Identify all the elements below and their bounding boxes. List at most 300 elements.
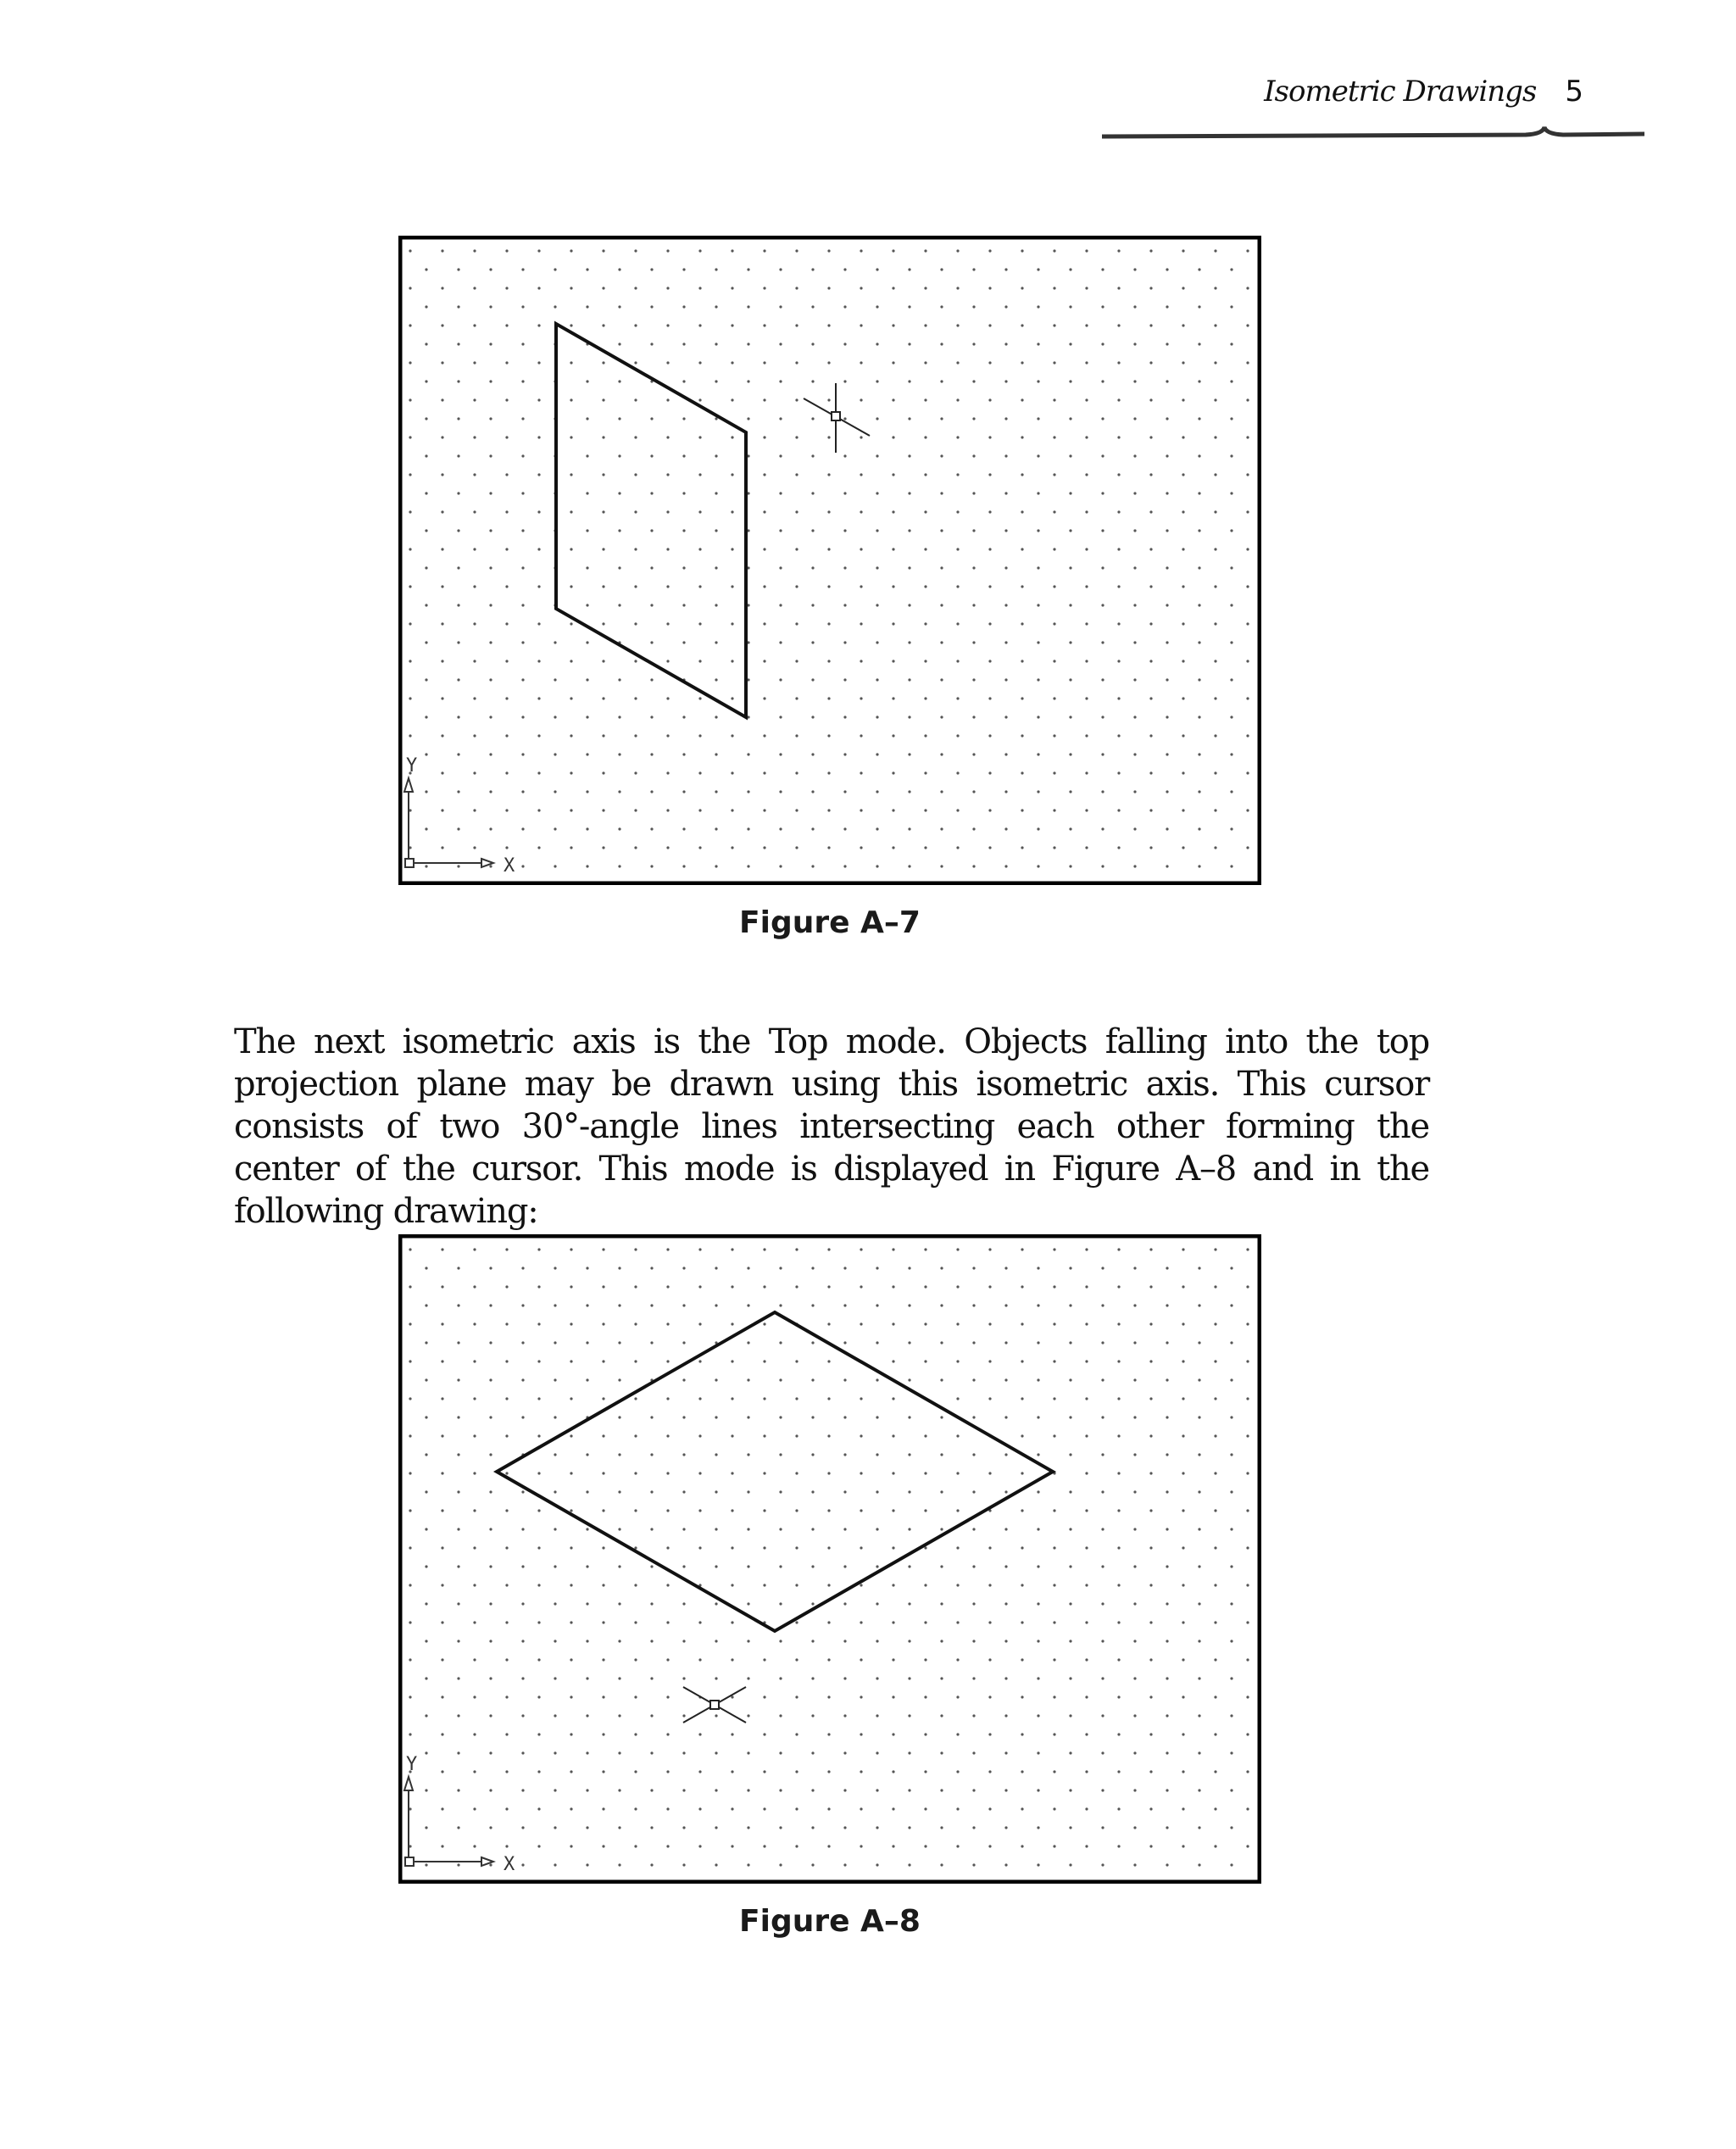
grid-dot xyxy=(666,1770,669,1773)
grid-dot xyxy=(554,268,556,270)
grid-dot xyxy=(473,510,476,513)
grid-dot xyxy=(1246,548,1249,550)
grid-dot xyxy=(666,771,669,774)
grid-dot xyxy=(779,566,782,569)
grid-dot xyxy=(521,865,524,867)
grid-dot xyxy=(409,324,411,326)
grid-dot xyxy=(940,1602,943,1605)
grid-dot xyxy=(570,1658,572,1661)
grid-dot xyxy=(731,809,733,811)
grid-dot xyxy=(1198,1602,1200,1605)
grid-dot xyxy=(747,1826,749,1829)
grid-dot xyxy=(731,1845,733,1847)
grid-dot xyxy=(795,660,798,662)
grid-dot xyxy=(554,678,556,681)
grid-dot xyxy=(763,1584,765,1586)
grid-dot xyxy=(570,1434,572,1437)
grid-dot xyxy=(715,529,717,532)
grid-dot xyxy=(811,753,814,755)
grid-dot xyxy=(715,641,717,643)
grid-dot xyxy=(602,771,604,774)
grid-dot xyxy=(1085,1248,1088,1250)
grid-dot xyxy=(1214,1322,1216,1325)
grid-dot xyxy=(1101,641,1104,643)
grid-dot xyxy=(1117,1546,1120,1549)
grid-dot xyxy=(1133,1416,1136,1418)
grid-dot xyxy=(795,697,798,699)
grid-dot xyxy=(1166,1677,1168,1679)
grid-dot xyxy=(795,1509,798,1512)
grid-dot xyxy=(586,454,588,457)
grid-dot xyxy=(425,529,427,532)
grid-dot xyxy=(763,1733,765,1735)
grid-dot xyxy=(763,771,765,774)
grid-dot xyxy=(892,660,894,662)
grid-dot xyxy=(1246,1584,1249,1586)
grid-dot xyxy=(827,1695,830,1698)
grid-dot xyxy=(457,1341,459,1344)
grid-dot xyxy=(489,790,492,793)
grid-dot xyxy=(425,1453,427,1456)
grid-dot xyxy=(1198,1789,1200,1791)
grid-dot xyxy=(521,790,524,793)
grid-dot xyxy=(505,287,508,289)
grid-dot xyxy=(1037,790,1039,793)
grid-dot xyxy=(1021,660,1023,662)
grid-dot xyxy=(570,1621,572,1623)
grid-dot xyxy=(1037,1416,1039,1418)
grid-dot xyxy=(763,622,765,625)
grid-dot xyxy=(1101,1453,1104,1456)
grid-dot xyxy=(1053,1807,1055,1810)
grid-dot xyxy=(570,660,572,662)
grid-dot xyxy=(409,1322,411,1325)
grid-dot xyxy=(634,1509,637,1512)
grid-dot xyxy=(425,1826,427,1829)
grid-dot xyxy=(1149,846,1152,849)
grid-dot xyxy=(715,1863,717,1866)
grid-dot xyxy=(441,398,443,401)
grid-dot xyxy=(1182,287,1184,289)
grid-dot xyxy=(441,436,443,438)
grid-dot xyxy=(731,1360,733,1362)
grid-dot xyxy=(521,1528,524,1530)
grid-dot xyxy=(409,1584,411,1586)
grid-dot xyxy=(1149,1845,1152,1847)
grid-dot xyxy=(747,1378,749,1381)
grid-dot xyxy=(1214,398,1216,401)
grid-dot xyxy=(650,678,653,681)
grid-dot xyxy=(1230,1714,1232,1717)
grid-dot xyxy=(409,1695,411,1698)
grid-dot xyxy=(1149,473,1152,476)
grid-dot xyxy=(876,604,878,606)
grid-dot xyxy=(1085,473,1088,476)
grid-dot xyxy=(537,1248,540,1250)
grid-dot xyxy=(843,1528,846,1530)
grid-dot xyxy=(537,473,540,476)
grid-dot xyxy=(972,1528,975,1530)
grid-dot xyxy=(715,1602,717,1605)
grid-dot xyxy=(908,1714,910,1717)
grid-dot xyxy=(554,1304,556,1306)
grid-dot xyxy=(924,622,926,625)
grid-dot xyxy=(425,454,427,457)
grid-dot xyxy=(425,753,427,755)
grid-dot xyxy=(811,865,814,867)
grid-dot xyxy=(908,1416,910,1418)
grid-dot xyxy=(956,1397,959,1400)
grid-dot xyxy=(956,473,959,476)
grid-dot xyxy=(763,1397,765,1400)
grid-dot xyxy=(1037,1453,1039,1456)
grid-dot xyxy=(505,622,508,625)
grid-dot xyxy=(521,492,524,494)
grid-dot xyxy=(1182,1845,1184,1847)
grid-dot xyxy=(1053,398,1055,401)
grid-dot xyxy=(779,1640,782,1642)
grid-dot xyxy=(425,1528,427,1530)
grid-dot xyxy=(747,1789,749,1791)
grid-dot xyxy=(892,1434,894,1437)
grid-dot xyxy=(1246,660,1249,662)
grid-dot xyxy=(1166,1565,1168,1567)
grid-dot xyxy=(1149,1807,1152,1810)
grid-dot xyxy=(425,1789,427,1791)
grid-dot xyxy=(698,1733,701,1735)
grid-dot xyxy=(1214,1360,1216,1362)
grid-dot xyxy=(537,249,540,252)
grid-dot xyxy=(988,1360,991,1362)
grid-dot xyxy=(1182,398,1184,401)
grid-dot xyxy=(650,1453,653,1456)
grid-dot xyxy=(457,865,459,867)
grid-dot xyxy=(570,473,572,476)
grid-dot xyxy=(682,1453,685,1456)
grid-dot xyxy=(1166,342,1168,345)
grid-dot xyxy=(1214,510,1216,513)
grid-dot xyxy=(473,660,476,662)
grid-dot xyxy=(1069,1602,1071,1605)
grid-dot xyxy=(924,734,926,737)
grid-dot xyxy=(1246,1807,1249,1810)
grid-dot xyxy=(876,492,878,494)
grid-dot xyxy=(1166,305,1168,308)
grid-dot xyxy=(505,1397,508,1400)
grid-dot xyxy=(860,1434,862,1437)
grid-dot xyxy=(634,1658,637,1661)
grid-dot xyxy=(1037,454,1039,457)
grid-dot xyxy=(602,585,604,587)
grid-dot xyxy=(1037,1640,1039,1642)
grid-dot xyxy=(473,1434,476,1437)
grid-dot xyxy=(634,660,637,662)
grid-dot xyxy=(409,1546,411,1549)
grid-dot xyxy=(843,454,846,457)
grid-dot xyxy=(1246,1658,1249,1661)
grid-dot xyxy=(1182,846,1184,849)
grid-dot xyxy=(843,1341,846,1344)
grid-dot xyxy=(1004,268,1007,270)
grid-dot xyxy=(972,1640,975,1642)
grid-dot xyxy=(554,865,556,867)
grid-dot xyxy=(1166,380,1168,382)
grid-dot xyxy=(1246,1434,1249,1437)
grid-dot xyxy=(843,1453,846,1456)
grid-dot xyxy=(972,827,975,830)
grid-dot xyxy=(1085,361,1088,364)
grid-dot xyxy=(972,790,975,793)
grid-dot xyxy=(795,1807,798,1810)
grid-dot xyxy=(554,1490,556,1493)
grid-dot xyxy=(843,827,846,830)
grid-dot xyxy=(586,604,588,606)
grid-dot xyxy=(1166,753,1168,755)
grid-dot xyxy=(586,1565,588,1567)
grid-dot xyxy=(731,324,733,326)
grid-dot xyxy=(988,324,991,326)
grid-dot xyxy=(682,1341,685,1344)
grid-dot xyxy=(731,1472,733,1474)
grid-dot xyxy=(843,342,846,345)
grid-dot xyxy=(827,660,830,662)
grid-dot xyxy=(586,1267,588,1269)
grid-dot xyxy=(1021,361,1023,364)
grid-dot xyxy=(425,790,427,793)
grid-dot xyxy=(892,622,894,625)
grid-dot xyxy=(425,1751,427,1754)
grid-dot xyxy=(1069,1789,1071,1791)
grid-dot xyxy=(988,1658,991,1661)
grid-dot xyxy=(1230,1602,1232,1605)
grid-dot xyxy=(1182,809,1184,811)
grid-dot xyxy=(634,287,637,289)
grid-dot xyxy=(972,1677,975,1679)
grid-dot xyxy=(505,249,508,252)
grid-dot xyxy=(1085,249,1088,252)
grid-dot xyxy=(731,548,733,550)
grid-dot xyxy=(843,566,846,569)
grid-dot xyxy=(1004,305,1007,308)
grid-dot xyxy=(650,1714,653,1717)
grid-dot xyxy=(779,342,782,345)
grid-dot xyxy=(489,865,492,867)
grid-dot xyxy=(650,1304,653,1306)
grid-dot xyxy=(1069,454,1071,457)
grid-dot xyxy=(602,1248,604,1250)
grid-dot xyxy=(811,1453,814,1456)
grid-dot xyxy=(747,268,749,270)
grid-dot xyxy=(1117,398,1120,401)
grid-dot xyxy=(682,268,685,270)
grid-dot xyxy=(1069,380,1071,382)
grid-dot xyxy=(682,604,685,606)
grid-dot xyxy=(505,1509,508,1512)
grid-dot xyxy=(892,473,894,476)
grid-dot xyxy=(1182,697,1184,699)
grid-dot xyxy=(602,1695,604,1698)
grid-dot xyxy=(1101,268,1104,270)
grid-dot xyxy=(1230,417,1232,420)
grid-dot xyxy=(795,249,798,252)
grid-dot xyxy=(860,1733,862,1735)
grid-dot xyxy=(1246,846,1249,849)
grid-dot xyxy=(618,1341,620,1344)
grid-dot xyxy=(666,398,669,401)
grid-dot xyxy=(650,454,653,457)
grid-dot xyxy=(1101,342,1104,345)
grid-dot xyxy=(441,697,443,699)
grid-dot xyxy=(425,268,427,270)
grid-dot xyxy=(1117,324,1120,326)
grid-dot xyxy=(521,641,524,643)
grid-dot xyxy=(1004,1528,1007,1530)
grid-dot xyxy=(1085,1733,1088,1735)
grid-dot xyxy=(715,454,717,457)
grid-dot xyxy=(537,510,540,513)
grid-dot xyxy=(1246,1770,1249,1773)
grid-dot xyxy=(1101,1751,1104,1754)
grid-dot xyxy=(779,1826,782,1829)
grid-dot xyxy=(505,398,508,401)
grid-dot xyxy=(634,585,637,587)
grid-dot xyxy=(441,622,443,625)
grid-dot xyxy=(457,753,459,755)
grid-dot xyxy=(521,417,524,420)
grid-dot xyxy=(1133,865,1136,867)
grid-dot xyxy=(1037,1714,1039,1717)
grid-dot xyxy=(698,809,701,811)
figure-a7 xyxy=(398,236,1261,885)
grid-dot xyxy=(908,1378,910,1381)
grid-dot xyxy=(537,1658,540,1661)
grid-dot xyxy=(1004,604,1007,606)
grid-dot xyxy=(1182,249,1184,252)
grid-dot xyxy=(409,510,411,513)
grid-dot xyxy=(779,1416,782,1418)
grid-dot xyxy=(1021,1472,1023,1474)
grid-dot xyxy=(1021,1434,1023,1437)
grid-dot xyxy=(1101,380,1104,382)
grid-dot xyxy=(586,1378,588,1381)
grid-dot xyxy=(715,865,717,867)
grid-dot xyxy=(1214,1770,1216,1773)
grid-dot xyxy=(763,734,765,737)
grid-dot xyxy=(425,1416,427,1418)
grid-dot xyxy=(1182,734,1184,737)
grid-dot xyxy=(1117,1658,1120,1661)
grid-dot xyxy=(860,473,862,476)
grid-dot xyxy=(1069,1304,1071,1306)
grid-dot xyxy=(698,1322,701,1325)
grid-dot xyxy=(827,324,830,326)
grid-dot xyxy=(586,1714,588,1717)
grid-dot xyxy=(634,1807,637,1810)
grid-dot xyxy=(554,1528,556,1530)
grid-dot xyxy=(425,1304,427,1306)
grid-dot xyxy=(457,566,459,569)
grid-dot xyxy=(988,734,991,737)
grid-dot xyxy=(1214,473,1216,476)
grid-dot xyxy=(698,1434,701,1437)
grid-dot xyxy=(715,380,717,382)
grid-dot xyxy=(554,1267,556,1269)
grid-dot xyxy=(554,641,556,643)
grid-dot xyxy=(650,268,653,270)
grid-dot xyxy=(1214,771,1216,774)
grid-dot xyxy=(650,529,653,532)
grid-dot xyxy=(473,324,476,326)
grid-dot xyxy=(860,734,862,737)
grid-dot xyxy=(795,324,798,326)
grid-dot xyxy=(666,1807,669,1810)
grid-dot xyxy=(602,734,604,737)
grid-dot xyxy=(1133,417,1136,420)
grid-dot xyxy=(811,342,814,345)
grid-dot xyxy=(924,660,926,662)
grid-dot xyxy=(409,361,411,364)
grid-dot xyxy=(779,529,782,532)
grid-dot xyxy=(827,1733,830,1735)
grid-dot xyxy=(570,771,572,774)
grid-dot xyxy=(634,324,637,326)
grid-dot xyxy=(779,1863,782,1866)
grid-dot xyxy=(1182,1285,1184,1288)
grid-dot xyxy=(1101,1378,1104,1381)
grid-dot xyxy=(441,1509,443,1512)
grid-dot xyxy=(908,678,910,681)
grid-dot xyxy=(473,361,476,364)
grid-dot xyxy=(666,660,669,662)
grid-dot xyxy=(1230,1304,1232,1306)
grid-dot xyxy=(1214,1509,1216,1512)
grid-dot xyxy=(956,846,959,849)
grid-dot xyxy=(1053,1584,1055,1586)
grid-dot xyxy=(441,324,443,326)
grid-dot xyxy=(682,305,685,308)
grid-dot xyxy=(827,249,830,252)
grid-dot xyxy=(1004,492,1007,494)
grid-dot xyxy=(1182,1360,1184,1362)
grid-dot xyxy=(570,1584,572,1586)
grid-dot xyxy=(795,361,798,364)
grid-dot xyxy=(876,1528,878,1530)
grid-dot xyxy=(1037,1826,1039,1829)
grid-dot xyxy=(892,1472,894,1474)
grid-dot xyxy=(1246,1360,1249,1362)
grid-dot xyxy=(1037,1341,1039,1344)
grid-dot xyxy=(715,492,717,494)
grid-dot xyxy=(908,1751,910,1754)
grid-dot xyxy=(409,697,411,699)
grid-dot xyxy=(908,566,910,569)
grid-dot xyxy=(715,1751,717,1754)
grid-dot xyxy=(650,1490,653,1493)
grid-dot xyxy=(1117,1360,1120,1362)
grid-dot xyxy=(666,473,669,476)
grid-dot xyxy=(715,1453,717,1456)
grid-dot xyxy=(843,529,846,532)
grid-dot xyxy=(1166,1528,1168,1530)
grid-dot xyxy=(1149,1658,1152,1661)
grid-dot xyxy=(1117,1397,1120,1400)
grid-dot xyxy=(956,510,959,513)
grid-dot xyxy=(1198,827,1200,830)
grid-dot xyxy=(940,492,943,494)
grid-dot xyxy=(570,548,572,550)
grid-dot xyxy=(1053,1360,1055,1362)
grid-dot xyxy=(892,1695,894,1698)
